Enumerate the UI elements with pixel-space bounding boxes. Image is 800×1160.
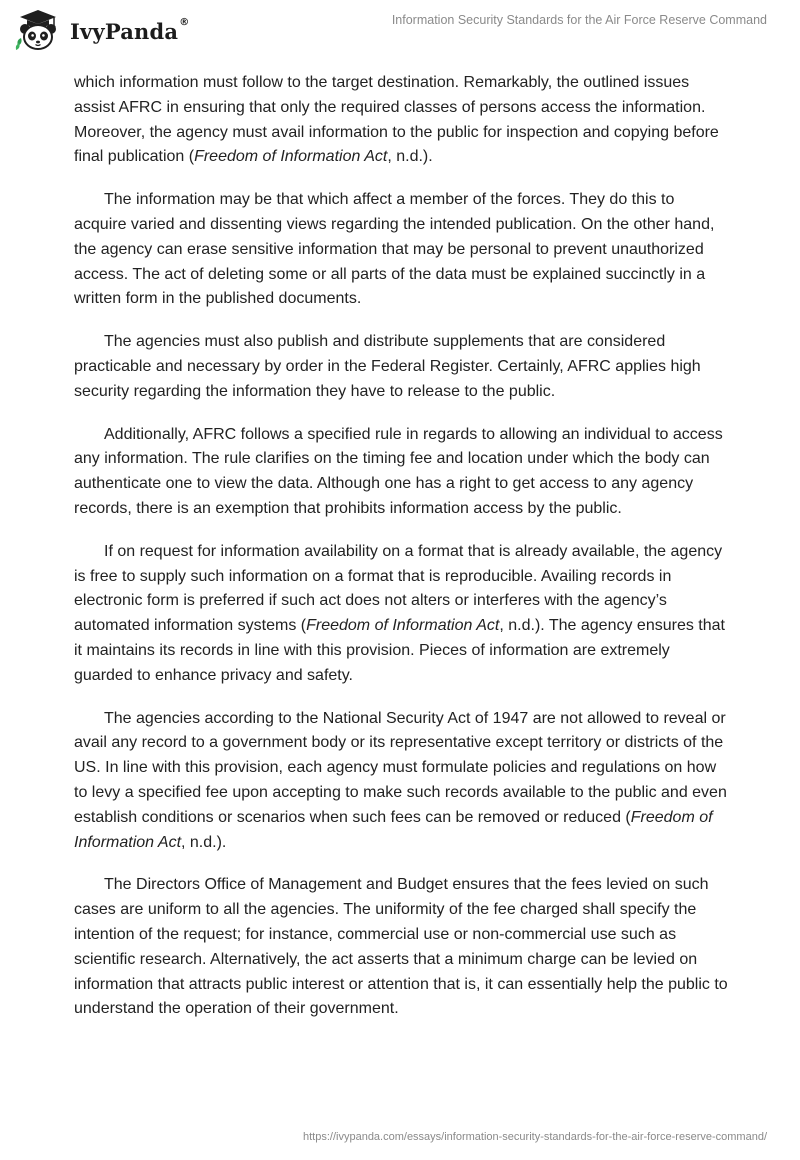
citation-title: Freedom of Information Act [194,148,388,166]
ivypanda-logo[interactable] [14,8,189,52]
paragraph-text: If on request for information availability on a format that is already available, the agency is free to supply such information on a format that is reproducible. Availing records in electronic form is preferred if such act does not alters or interferes with the agency’s automated information systems ( [74,542,723,635]
paragraph-text: The agencies according to the National Security Act of 1947 are not allowed to reveal or avail any record to a government body or its representative except territory or districts of the US. In line with this provision, each agency must formulate policies and regulations on how to levy a specified fee upon accepting to make such records available to the public and even establish conditions or scenarios when such fees can be removed or reduced ( [74,709,727,826]
paragraph [74,423,728,522]
paragraph-text: Additionally, AFRC follows a specified rule in regards to allowing an individual to access any information. The rule clarifies on the timing fee and location under which the body can authenticate one to view the data. Although one has a right to get access to any agency records, there is an exemption that prohibits information access by the public. [74,425,723,517]
document-title: Information Security Standards for the Air Force Reserve Command [391,13,767,27]
paragraph-text: , n.d.). The agency ensures that it maintains its records in line with this provision. Pieces of information are extremely guarded to enhance privacy and safety. [74,617,725,684]
essay-body [74,71,728,1040]
panda-mortarboard-icon [14,8,62,52]
brand-name: IvyPanda® [70,16,190,44]
paragraph [74,873,728,1022]
citation-title: Freedom of Information Act [74,808,713,851]
paragraph-text: The agencies must also publish and distribute supplements that are considered practicable and necessary by order in the Federal Register. Certainly, AFRC applies high security regarding the information they have to release to the public. [74,333,701,400]
paragraph-text: , n.d.). [387,148,433,166]
paragraph-text: The Directors Office of Management and Budget ensures that the fees levied on such cases are uniform to all the agencies. The uniformity of the fee charged shall specify the intention of the request; for instance, commercial use or non-commercial use such as scientific research. Alternatively, the act asserts that a minimum charge can be levied on information that attracts public interest or attention that is, it can essentially help the public to understand the operation of their government. [74,876,728,1018]
paragraph [74,330,728,404]
paragraph [74,707,728,856]
paragraph-text: The information may be that which affect a member of the forces. They do this to acquire varied and dissenting views regarding the intended publication. On the other hand, the agency can erase sensitive information that may be personal to prevent unauthorized access. The act of deleting some or all parts of the data must be explained succinctly in a written form in the published documents. [74,191,715,308]
citation-title: Freedom of Information Act [306,617,500,635]
paragraph-text: , n.d.). [181,833,227,851]
source-url[interactable]: https://ivypanda.com/essays/information-security-standards-for-the-air-force-reserve-command/ [303,1131,767,1143]
page-header [0,0,800,60]
paragraph [74,188,728,312]
paragraph [74,71,728,170]
paragraph [74,540,728,689]
paragraph-text: which information must follow to the target destination. Remarkably, the outlined issues assist AFRC in ensuring that only the required classes of persons access the information. Moreover, the agency must avail information to the public for inspection and copying before final publication ( [74,74,719,166]
